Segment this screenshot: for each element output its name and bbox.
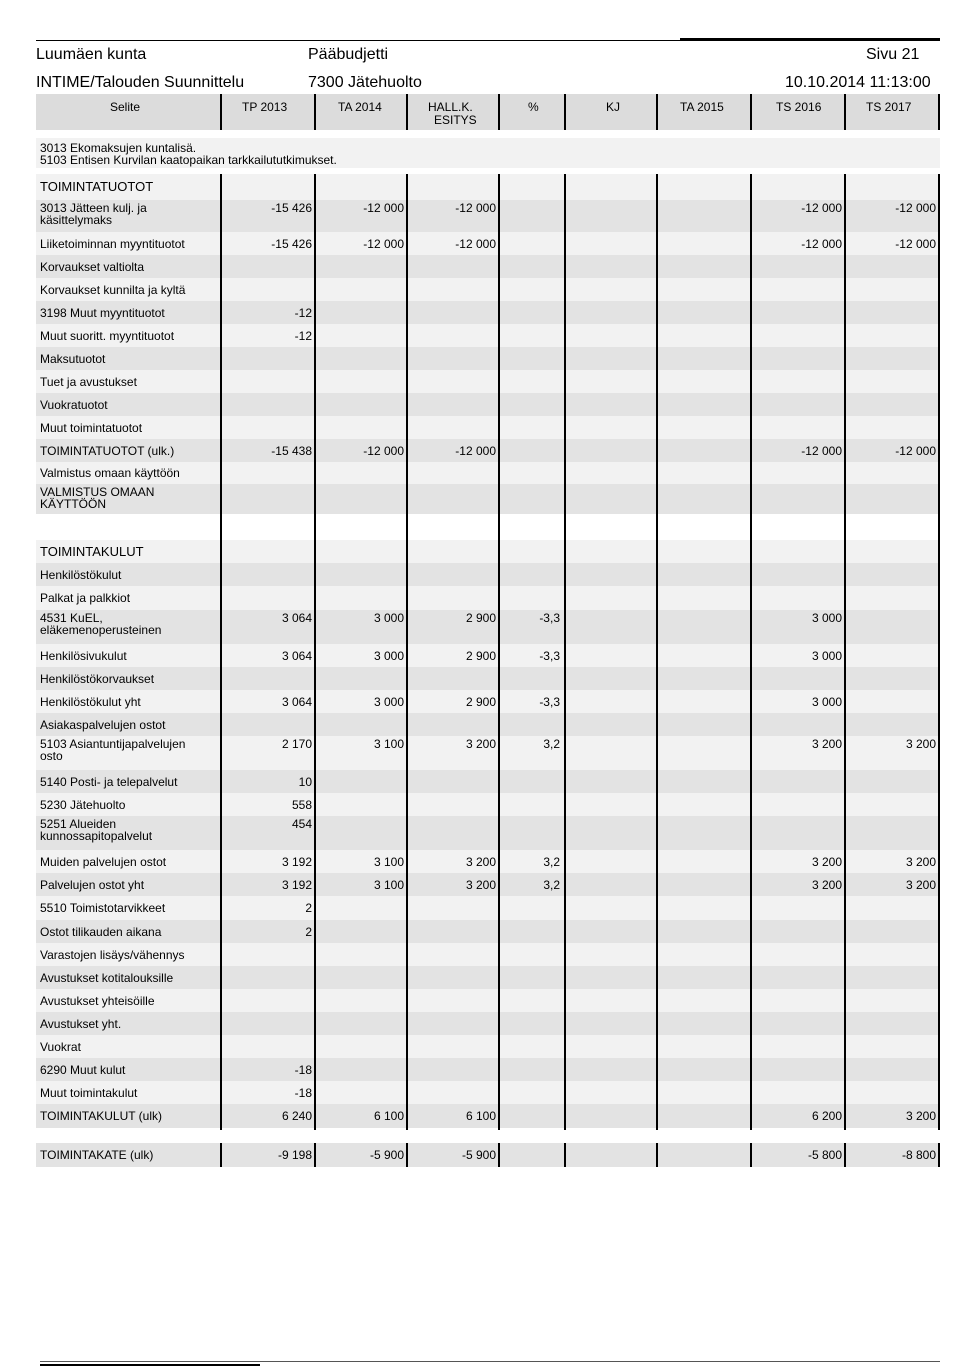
cell-ts2016: 3 000 — [811, 695, 842, 709]
column-divider — [938, 94, 940, 130]
row-label: Valmistus omaan käyttöön — [40, 466, 180, 480]
col-kj: KJ — [606, 100, 621, 114]
row-label: Maksutuotot — [40, 352, 106, 366]
cell-hallk: 6 100 — [465, 1109, 496, 1123]
cell-ts2017: 3 200 — [905, 1109, 936, 1123]
column-divider — [656, 1143, 658, 1167]
table-row — [36, 610, 940, 644]
cell-tp2013: 454 — [291, 817, 312, 831]
col-ts2016: TS 2016 — [776, 100, 822, 114]
table-row — [36, 439, 940, 462]
cell-ta2014: -12 000 — [363, 237, 404, 251]
cell-ts2017: 3 200 — [905, 737, 936, 751]
row-label: Korvaukset valtiolta — [40, 260, 145, 274]
cell-hallk: 2 900 — [465, 611, 496, 625]
cell-ts2016: -12 000 — [801, 201, 842, 215]
column-divider — [220, 174, 222, 1130]
table-row — [36, 989, 940, 1012]
cell-tp2013: -18 — [294, 1063, 312, 1077]
table-row — [36, 816, 940, 850]
cell-ta2014: 3 100 — [373, 855, 404, 869]
table-row — [36, 563, 940, 586]
row-label: 5140 Posti- ja telepalvelut — [40, 775, 178, 789]
column-header-row — [36, 94, 940, 130]
row-label: TOIMINTAKATE (ulk) — [40, 1148, 154, 1162]
cell-tp2013: 6 240 — [281, 1109, 312, 1123]
top-rule — [36, 40, 940, 41]
row-label: Palvelujen ostot yht — [40, 878, 145, 892]
row-label: 3013 Jätteen kulj. ja — [40, 201, 147, 215]
row-label: Muut toimintakulut — [40, 1086, 138, 1100]
cell-ts2016: 3 000 — [811, 611, 842, 625]
system-name: INTIME/Talouden Suunnittelu — [36, 74, 245, 91]
col-hallk: HALL.K. — [428, 100, 473, 114]
cell-tp2013: -15 426 — [271, 237, 312, 251]
row-label-continued: KÄYTTÖÖN — [40, 497, 107, 511]
cell-ta2014: -12 000 — [363, 201, 404, 215]
table-row — [36, 1104, 940, 1128]
column-divider — [220, 1143, 222, 1167]
notes-area — [36, 138, 940, 168]
cell-hallk: 3 200 — [465, 878, 496, 892]
table-row — [36, 278, 940, 301]
row-label: Asiakaspalvelujen ostot — [40, 718, 166, 732]
cell-ts2017: -12 000 — [895, 444, 936, 458]
row-label: Muut suoritt. myyntituotot — [40, 329, 175, 343]
row-label: 6290 Muut kulut — [40, 1063, 126, 1077]
row-label: 5103 Asiantuntijapalvelujen — [40, 737, 186, 751]
row-label: VALMISTUS OMAAN — [40, 485, 155, 499]
budget-name: Pääbudjetti — [308, 46, 389, 63]
column-divider — [406, 94, 408, 130]
cell-tp2013: 3 064 — [281, 695, 312, 709]
cell-ts2016: -5 800 — [807, 1148, 842, 1162]
table-row — [36, 586, 940, 610]
column-divider — [498, 1143, 500, 1167]
table-row — [36, 255, 940, 278]
row-label: Palkat ja palkkiot — [40, 591, 131, 605]
cell-tp2013: 2 — [305, 925, 312, 939]
table-row — [36, 850, 940, 873]
column-divider — [564, 174, 566, 1130]
cell-ts2016: 3 000 — [811, 649, 842, 663]
table-row — [36, 462, 940, 484]
cell-hallk: 2 900 — [465, 649, 496, 663]
row-label: 5251 Alueiden — [40, 817, 117, 831]
org-name: Luumäen kunta — [36, 46, 147, 63]
cell-tp2013: -9 198 — [277, 1148, 312, 1162]
column-divider — [406, 1143, 408, 1167]
cell-ts2017: 3 200 — [905, 878, 936, 892]
column-divider — [498, 94, 500, 130]
cell-tp2013: 558 — [291, 798, 312, 812]
row-label-continued: eläkemenoperusteinen — [40, 623, 162, 637]
table-row — [36, 966, 940, 989]
bottom-rule-thick — [40, 1364, 260, 1366]
column-divider — [564, 1143, 566, 1167]
cell-tp2013: -12 — [294, 306, 312, 320]
cell-hallk: -12 000 — [455, 237, 496, 251]
table-row — [36, 200, 940, 232]
table-row — [36, 1081, 940, 1104]
cell-ta2014: 3 000 — [373, 611, 404, 625]
cell-ta2014: 3 100 — [373, 878, 404, 892]
column-divider — [656, 94, 658, 130]
col-ta2014: TA 2014 — [338, 100, 382, 114]
row-label: Tuet ja avustukset — [40, 375, 137, 389]
table-row — [36, 644, 940, 667]
row-label: TOIMINTATUOTOT (ulk.) — [40, 444, 175, 458]
col-tp2013: TP 2013 — [242, 100, 288, 114]
budget-table — [36, 94, 940, 1180]
page-number: Sivu 21 — [866, 46, 920, 63]
table-row — [36, 174, 940, 200]
cell-ta2014: -5 900 — [369, 1148, 404, 1162]
cell-pct: -3,3 — [539, 695, 560, 709]
cell-ts2016: -12 000 — [801, 237, 842, 251]
cell-hallk: 3 200 — [465, 855, 496, 869]
cell-ts2016: 3 200 — [811, 737, 842, 751]
cell-hallk: 2 900 — [465, 695, 496, 709]
column-divider — [498, 174, 500, 1130]
column-divider — [844, 94, 846, 130]
row-label: 5510 Toimistotarvikkeet — [40, 901, 166, 915]
table-row — [36, 736, 940, 770]
cell-ta2014: 3 000 — [373, 695, 404, 709]
cell-ta2014: 6 100 — [373, 1109, 404, 1123]
table-row — [36, 667, 940, 690]
column-divider — [750, 174, 752, 1130]
cell-tp2013: -12 — [294, 329, 312, 343]
column-divider — [314, 174, 316, 1130]
table-row — [36, 324, 940, 347]
column-divider — [844, 174, 846, 1130]
cell-tp2013: -15 438 — [271, 444, 312, 458]
column-divider — [938, 1143, 940, 1167]
row-label-continued: osto — [40, 749, 63, 763]
row-label: Liiketoiminnan myyntituotot — [40, 237, 185, 251]
cell-ts2017: -8 800 — [901, 1148, 936, 1162]
cell-ts2016: 6 200 — [811, 1109, 842, 1123]
row-label: Muut toimintatuotot — [40, 421, 143, 435]
column-divider — [750, 1143, 752, 1167]
cell-pct: 3,2 — [543, 878, 560, 892]
column-divider — [938, 174, 940, 1130]
table-row — [36, 301, 940, 324]
row-label: Varastojen lisäys/vähennys — [40, 948, 185, 962]
row-label: Vuokrat — [40, 1040, 81, 1054]
col-selite: Selite — [110, 100, 141, 114]
table-row — [36, 1012, 940, 1035]
note-line: 3013 Ekomaksujen kuntalisä. — [40, 141, 197, 155]
bottom-rule — [40, 1361, 940, 1362]
table-row — [36, 770, 940, 793]
col-esitys: ESITYS — [434, 113, 477, 127]
cell-pct: 3,2 — [543, 855, 560, 869]
cell-ts2016: 3 200 — [811, 855, 842, 869]
row-label: TOIMINTAKULUT — [40, 544, 144, 559]
cell-tp2013: -18 — [294, 1086, 312, 1100]
cell-tp2013: 3 064 — [281, 649, 312, 663]
cell-tp2013: 10 — [298, 775, 312, 789]
row-label: TOIMINTATUOTOT — [40, 179, 154, 194]
cell-hallk: -12 000 — [455, 444, 496, 458]
table-row — [36, 1035, 940, 1058]
row-label: Avustukset yht. — [40, 1017, 122, 1031]
row-label-continued: kunnossapitopalvelut — [40, 829, 153, 843]
table-row — [36, 484, 940, 514]
print-datetime: 10.10.2014 11:13:00 — [785, 74, 931, 91]
table-row — [36, 690, 940, 713]
cell-pct: 3,2 — [543, 737, 560, 751]
table-row — [36, 873, 940, 896]
row-label: Avustukset kotitalouksille — [40, 971, 174, 985]
row-label: 4531 KuEL, — [40, 611, 103, 625]
table-row — [36, 896, 940, 920]
cell-tp2013: -15 426 — [271, 201, 312, 215]
cell-hallk: -5 900 — [461, 1148, 496, 1162]
row-label: 3198 Muut myyntituotot — [40, 306, 165, 320]
row-label: Avustukset yhteisöille — [40, 994, 155, 1008]
cell-pct: -3,3 — [539, 649, 560, 663]
table-row — [36, 540, 940, 563]
column-divider — [220, 94, 222, 130]
cell-ta2014: 3 000 — [373, 649, 404, 663]
note-line: 5103 Entisen Kurvilan kaatopaikan tarkkailututkimukset. — [40, 153, 337, 167]
row-label: Ostot tilikauden aikana — [40, 925, 162, 939]
row-label: Henkilöstökulut — [40, 568, 122, 582]
table-row — [36, 793, 940, 816]
row-label: Henkilösivukulut — [40, 649, 127, 663]
table-row — [36, 347, 940, 370]
table-row — [36, 393, 940, 416]
table-row — [36, 943, 940, 966]
column-divider — [656, 174, 658, 1130]
column-divider — [406, 174, 408, 1130]
row-label: Korvaukset kunnilta ja kyltä — [40, 283, 186, 297]
cell-pct: -3,3 — [539, 611, 560, 625]
cell-tp2013: 3 064 — [281, 611, 312, 625]
table-row — [36, 416, 940, 439]
column-divider — [314, 94, 316, 130]
table-row — [36, 1143, 940, 1167]
table-row — [36, 370, 940, 393]
row-label-continued: käsittelymaks — [40, 213, 113, 227]
cell-ts2017: -12 000 — [895, 237, 936, 251]
cell-ts2017: -12 000 — [895, 201, 936, 215]
row-label: Henkilöstökulut yht — [40, 695, 141, 709]
col-ts2017: TS 2017 — [866, 100, 912, 114]
top-rule-thick — [680, 38, 940, 40]
column-divider — [750, 94, 752, 130]
row-label: TOIMINTAKULUT (ulk) — [40, 1109, 163, 1123]
table-row — [36, 1058, 940, 1081]
column-divider — [844, 1143, 846, 1167]
column-divider — [564, 94, 566, 130]
cell-ta2014: 3 100 — [373, 737, 404, 751]
cell-ts2016: 3 200 — [811, 878, 842, 892]
cell-ts2017: 3 200 — [905, 855, 936, 869]
cell-tp2013: 3 192 — [281, 855, 312, 869]
cell-hallk: 3 200 — [465, 737, 496, 751]
table-row — [36, 920, 940, 943]
unit-name: 7300 Jätehuolto — [308, 74, 422, 91]
cell-tp2013: 3 192 — [281, 878, 312, 892]
row-label: Muiden palvelujen ostot — [40, 855, 167, 869]
cell-ta2014: -12 000 — [363, 444, 404, 458]
row-label: Henkilöstökorvaukset — [40, 672, 155, 686]
col-ta2015: TA 2015 — [680, 100, 724, 114]
row-label: 5230 Jätehuolto — [40, 798, 126, 812]
cell-tp2013: 2 — [305, 901, 312, 915]
table-row — [36, 713, 940, 736]
row-label: Vuokratuotot — [40, 398, 108, 412]
col-percent: % — [528, 100, 539, 114]
cell-hallk: -12 000 — [455, 201, 496, 215]
table-row — [36, 232, 940, 255]
cell-tp2013: 2 170 — [281, 737, 312, 751]
cell-ts2016: -12 000 — [801, 444, 842, 458]
column-divider — [314, 1143, 316, 1167]
